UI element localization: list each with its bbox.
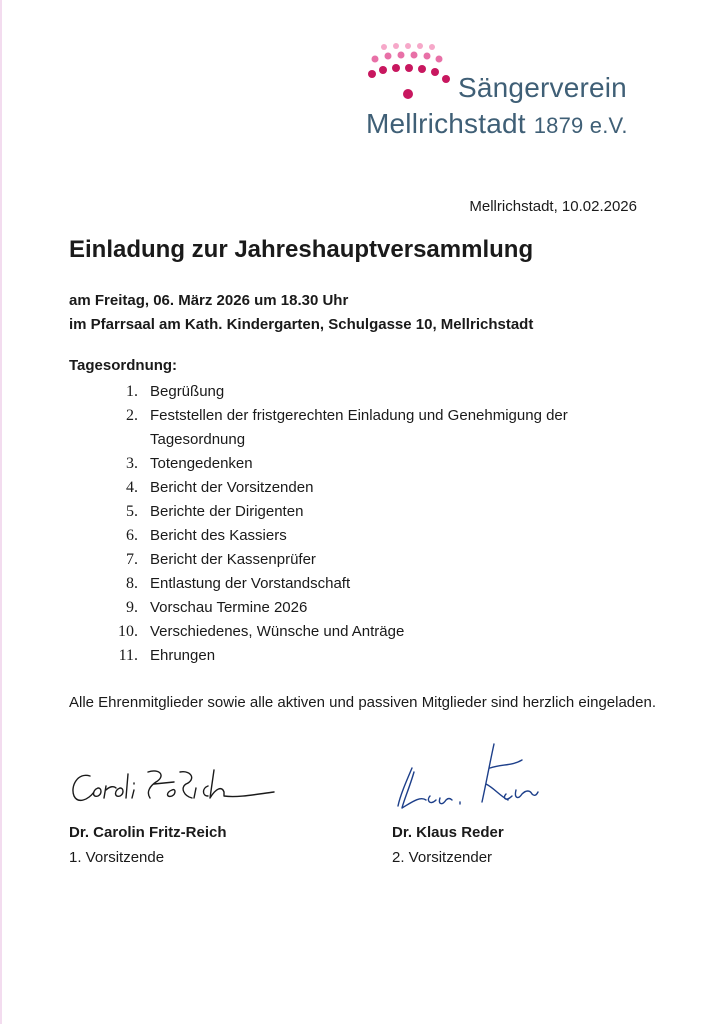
agenda-item-text: Entlastung der Vorstandschaft [150, 575, 351, 592]
agenda-item-text: Berichte der Dirigenten [150, 503, 304, 520]
agenda-item [100, 452, 640, 476]
agenda-item-text: Ehrungen [150, 647, 216, 664]
agenda-item [100, 500, 640, 524]
agenda-item-number: 2. [126, 407, 138, 424]
signatory-role-left: 1. Vorsitzende [69, 849, 165, 866]
page-edge [0, 0, 2, 1024]
invitation-text: Alle Ehrenmitglieder sowie alle aktiven und passiven Mitglieder sind herzlich eingeladen. [69, 694, 656, 711]
agenda-item-text: Verschiedenes, Wünsche und Anträge [150, 623, 405, 640]
agenda-item [100, 380, 640, 404]
agenda-heading: Tagesordnung: [69, 357, 178, 374]
meeting-details [69, 289, 533, 337]
agenda-item [100, 596, 640, 620]
agenda-item-text: Begrüßung [150, 383, 225, 400]
club-founding: 1879 e.V. [533, 113, 628, 138]
agenda-item-number: 4. [126, 479, 138, 496]
agenda-item-number: 7. [126, 551, 138, 568]
date-line: Mellrichstadt, 10.02.2026 [469, 198, 637, 215]
letterhead-logo [364, 42, 654, 152]
signatory-name-left: Dr. Carolin Fritz-Reich [69, 824, 227, 841]
signatory-name-right: Dr. Klaus Reder [392, 824, 504, 841]
agenda-item [100, 404, 640, 452]
agenda-item [100, 572, 640, 596]
agenda-item [100, 548, 640, 572]
agenda-item-text: Bericht des Kassiers [150, 527, 287, 544]
meeting-date: am Freitag, 06. März 2026 um 18.30 Uhr [69, 292, 349, 309]
signatory-role-right: 2. Vorsitzender [392, 849, 493, 866]
agenda-item-text: Bericht der Vorsitzenden [150, 479, 314, 496]
agenda-item [100, 476, 640, 500]
agenda-item-text: Vorschau Termine 2026 [150, 599, 308, 616]
agenda-item-text: Totengedenken [150, 455, 253, 472]
agenda-item-number: 10. [118, 623, 138, 640]
meeting-location: im Pfarrsaal am Kath. Kindergarten, Schulgasse 10, Mellrichstadt [69, 316, 534, 333]
document-title: Einladung zur Jahreshauptversammlung [69, 236, 534, 263]
agenda-item [100, 524, 640, 548]
agenda-item [100, 620, 640, 644]
club-name-line1: Sängerverein [458, 72, 627, 103]
handwritten-signature-icon [68, 762, 278, 812]
agenda-item-number: 1. [126, 383, 138, 400]
agenda-item-number: 11. [118, 647, 138, 664]
agenda-item-number: 8. [126, 575, 138, 592]
agenda-item-number: 9. [126, 599, 138, 616]
agenda-item-text: Bericht der Kassenprüfer [150, 551, 316, 568]
handwritten-signature-icon [390, 738, 550, 813]
choir-dots-logo-icon [364, 42, 464, 102]
agenda-item-number: 5. [126, 503, 138, 520]
agenda-list [100, 380, 640, 668]
agenda-item [100, 644, 640, 668]
club-name-line2 [366, 108, 628, 140]
agenda-item-number: 3. [126, 455, 138, 472]
club-town: Mellrichstadt [366, 108, 526, 139]
agenda-item-number: 6. [126, 527, 138, 544]
agenda-item-text: Feststellen der fristgerechten Einladung und Genehmigung der Tagesordnung [150, 407, 568, 448]
